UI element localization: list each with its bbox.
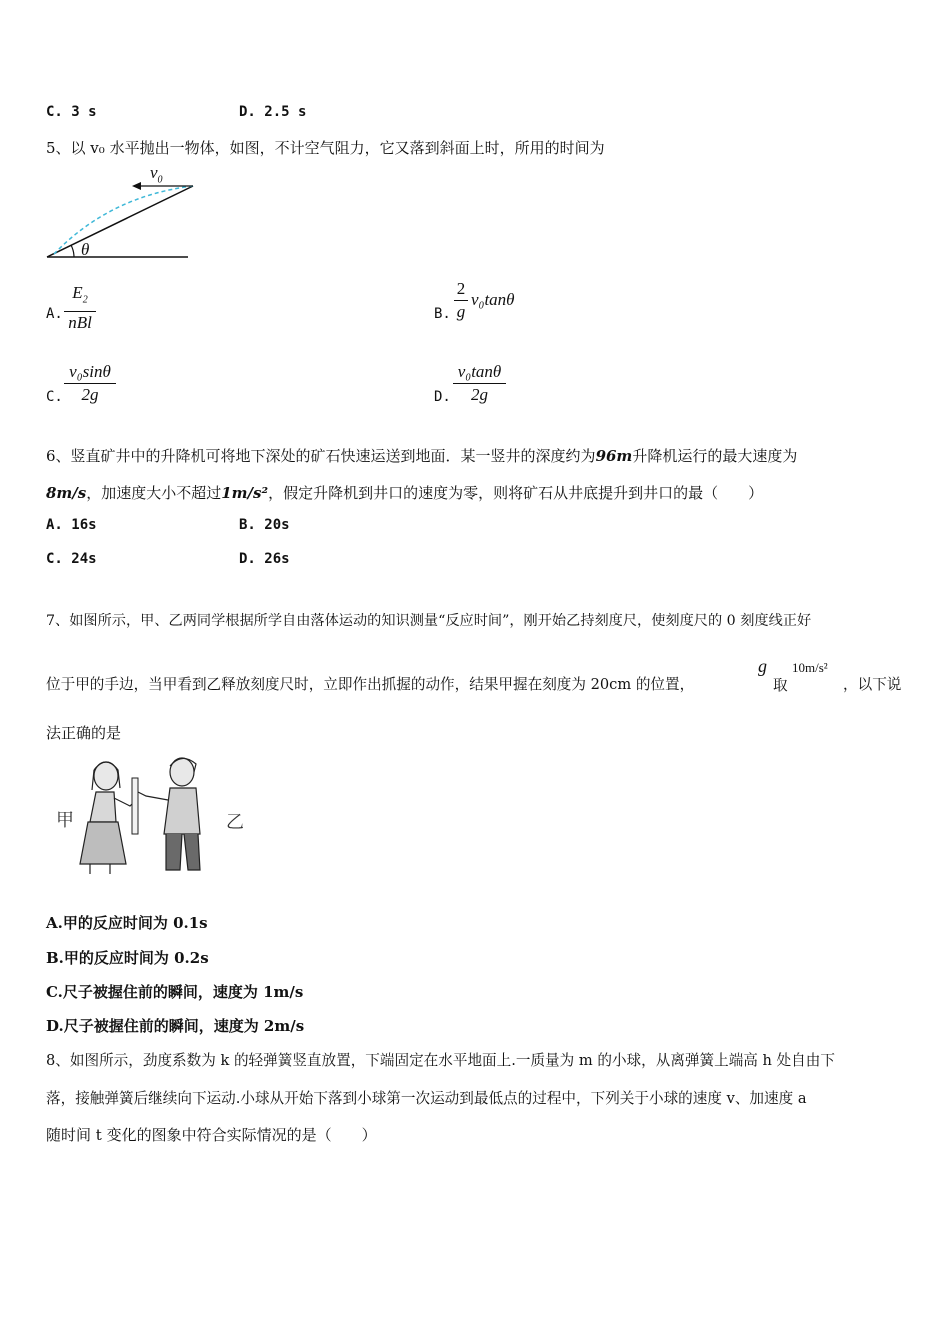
q6-option-b: B. 20s	[239, 517, 290, 533]
q5-option-c-fraction: v₀sinθ 2g	[64, 362, 116, 405]
q7-qu: 取	[773, 677, 788, 694]
q6-option-d: D. 26s	[239, 551, 290, 567]
q6-stem-line2: 8m/s，加速度大小不超过1m/s²，假定升降机到井口的速度为零，则将矿石从井底提升到井口的最（ ）	[46, 484, 764, 502]
q5-option-a-fraction: $E_2$ nBl	[64, 283, 96, 333]
q5-v0-label: $v_0$	[150, 163, 163, 186]
q8-stem-line3: 随时间 t 变化的图象中符合实际情况的是（ ）	[46, 1126, 377, 1144]
q5-option-d-fraction: v₀tanθ 2g	[453, 362, 506, 405]
q4-option-c: C. 3 s	[46, 104, 97, 120]
q5-option-b-fraction: 2 g	[454, 279, 468, 322]
q5-option-a-label: A.	[46, 306, 63, 322]
q6-option-a: A. 16s	[46, 517, 97, 533]
q7-figure-label-yi: 乙	[226, 812, 244, 833]
q5-option-c-label: C.	[46, 389, 63, 405]
q7-stem-line2: 位于甲的手边，当甲看到乙释放刻度尺时，立即作出抓握的动作，结果甲握在刻度为 20cm 的位置，	[46, 676, 695, 693]
q8-stem-line1: 8、如图所示，劲度系数为 k 的轻弹簧竖直放置，下端固定在水平地面上.一质量为 m 的小球，从离弹簧上端高 h 处自由下	[46, 1052, 835, 1069]
q6-stem-line1: 6、竖直矿井中的升降机可将地下深处的矿石快速运送到地面．某一竖井的深度约为96m升降机运行的最大速度为	[46, 447, 798, 465]
q7-figure-label-jia: 甲	[56, 810, 74, 831]
q4-option-d: D. 2.5 s	[239, 104, 307, 120]
q7-option-b: B.甲的反应时间为 0.2s	[46, 949, 209, 967]
q7-g-value: 10m/s²	[792, 660, 828, 675]
q5-stem: 5、以 v₀ 水平抛出一物体，如图，不计空气阻力，它又落到斜面上时，所用的时间为	[46, 139, 605, 157]
q7-students-figure	[50, 752, 250, 880]
q6-option-c: C. 24s	[46, 551, 97, 567]
q5-option-b-tail: v₀tanθ	[471, 290, 515, 309]
q5-option-b-label: B.	[434, 306, 451, 322]
q7-option-c: C.尺子被握住前的瞬间，速度为 1m/s	[46, 983, 304, 1001]
q5-option-d-label: D.	[434, 389, 451, 405]
q7-option-d: D.尺子被握住前的瞬间，速度为 2m/s	[46, 1017, 305, 1035]
q7-option-a: A.甲的反应时间为 0.1s	[46, 914, 208, 932]
q7-g-symbol: g	[758, 656, 767, 676]
q5-theta-label: θ	[81, 240, 90, 259]
q7-stem-line1: 7、如图所示，甲、乙两同学根据所学自由落体运动的知识测量“反应时间”，刚开始乙持刻度尺，使刻度尺的 0 刻度线正好	[46, 613, 812, 629]
q7-stem-line3: 法正确的是	[46, 724, 122, 742]
q7-stem-tail: ，以下说	[843, 676, 902, 693]
q5-incline-figure	[40, 160, 200, 265]
q8-stem-line2: 落，接触弹簧后继续向下运动.小球从开始下落到小球第一次运动到最低点的过程中，下列关于小球的速度 v、加速度 a	[46, 1090, 807, 1107]
